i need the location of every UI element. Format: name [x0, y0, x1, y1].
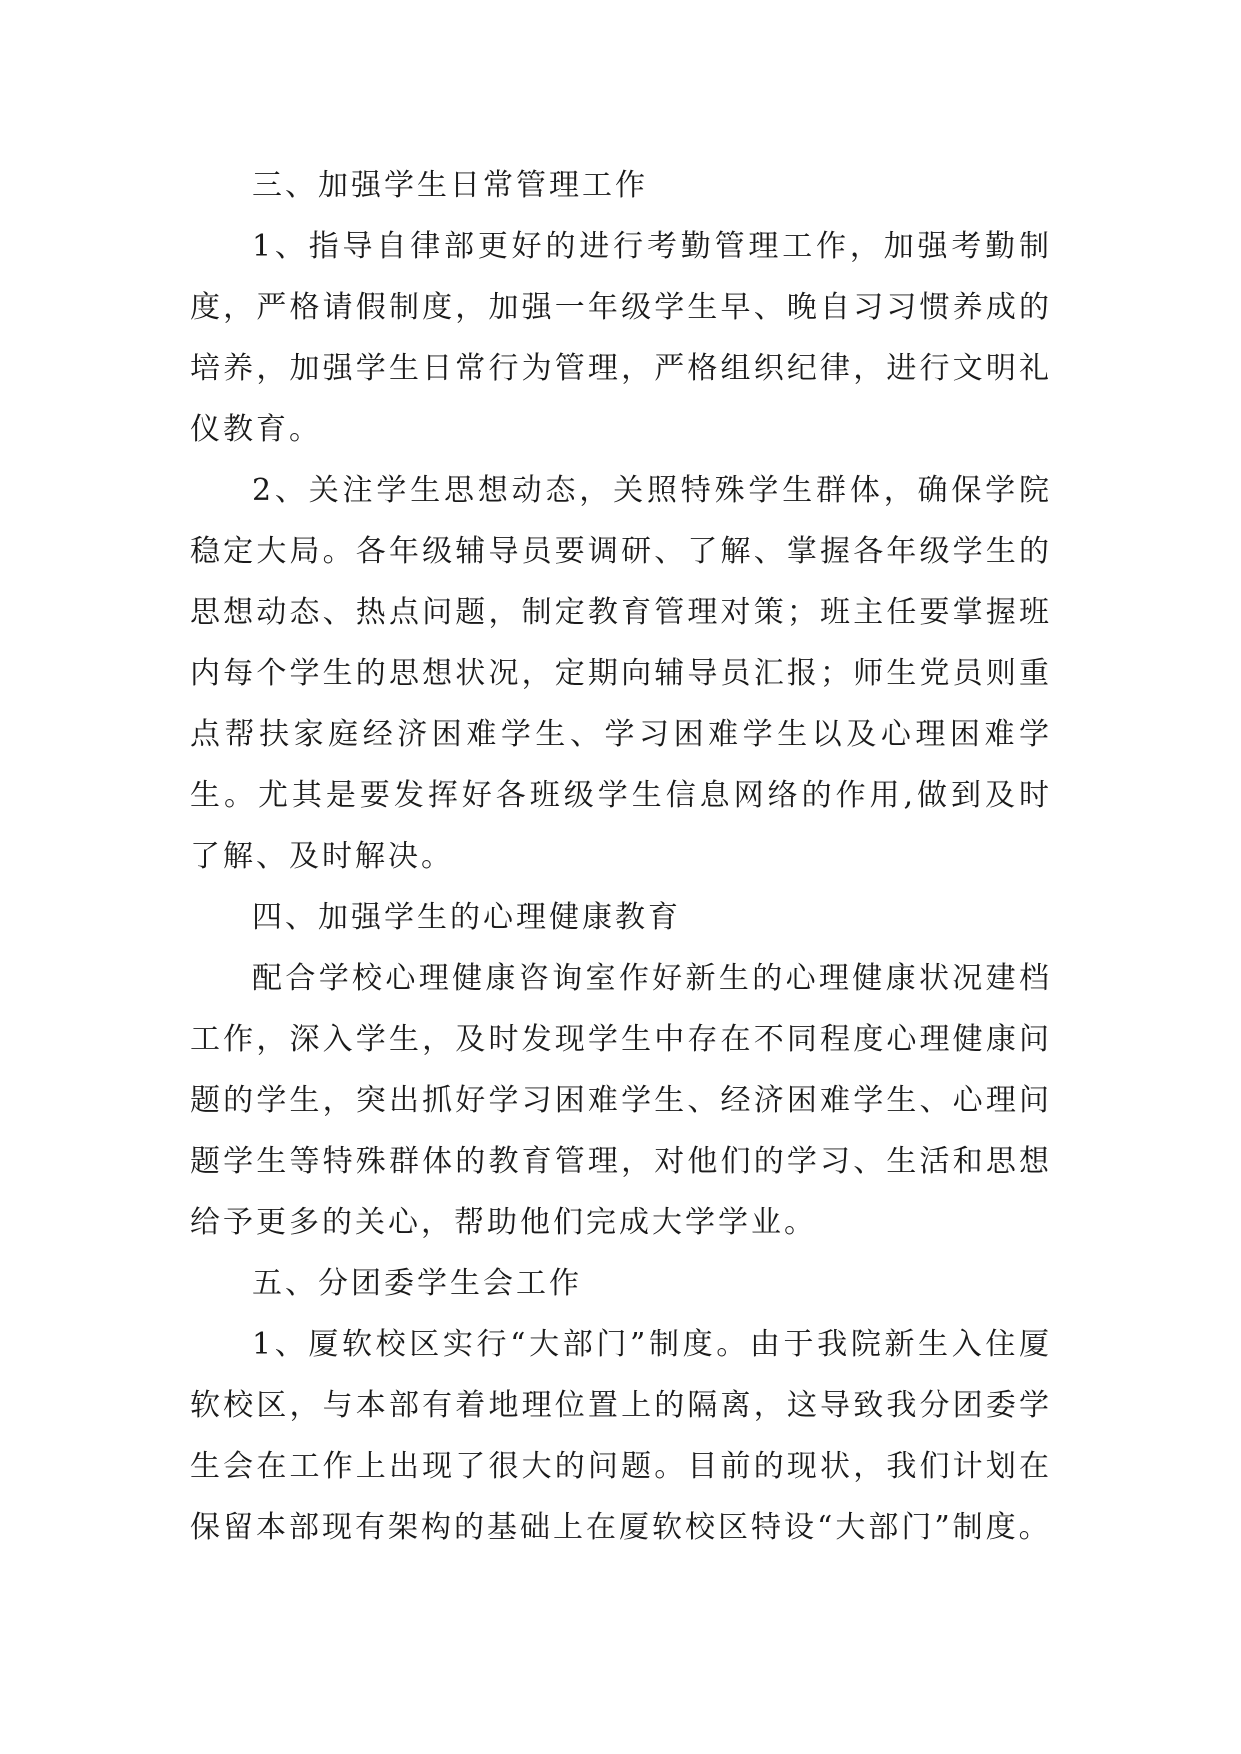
document-body	[190, 155, 1052, 1558]
paragraph-student-thoughts: 2、关注学生思想动态，关照特殊学生群体，确保学院稳定大局。各年级辅导员要调研、了解、掌握各年级学生的思想动态、热点问题，制定教育管理对策；班主任要掌握班内每个学生的思想状况，定期向辅导员汇报；师生党员则重点帮扶家庭经济困难学生、学习困难学生以及心理困难学生。尤其是要发挥好各班级学生信息网络的作用,做到及时了解、及时解决。	[190, 473, 1052, 874]
section-heading-5: 五、分团委学生会工作	[252, 1266, 582, 1301]
paragraph-big-department: 1、厦软校区实行“大部门”制度。由于我院新生入住厦软校区，与本部有着地理位置上的隔离，这导致我分团委学生会在工作上出现了很大的问题。目前的现状，我们计划在保留本部现有架构的基础上在厦软校区特设“大部门”制度。	[190, 1327, 1052, 1545]
section-heading-4: 四、加强学生的心理健康教育	[252, 900, 681, 935]
section-heading-3: 三、加强学生日常管理工作	[252, 168, 648, 203]
paragraph-mental-health: 配合学校心理健康咨询室作好新生的心理健康状况建档工作，深入学生，及时发现学生中存在不同程度心理健康问题的学生，突出抓好学习困难学生、经济困难学生、心理问题学生等特殊群体的教育管理，对他们的学习、生活和思想给予更多的关心，帮助他们完成大学学业。	[190, 961, 1052, 1240]
paragraph-attendance: 1、指导自律部更好的进行考勤管理工作，加强考勤制度，严格请假制度，加强一年级学生早、晚自习习惯养成的培养，加强学生日常行为管理，严格组织纪律，进行文明礼仪教育。	[190, 229, 1052, 447]
